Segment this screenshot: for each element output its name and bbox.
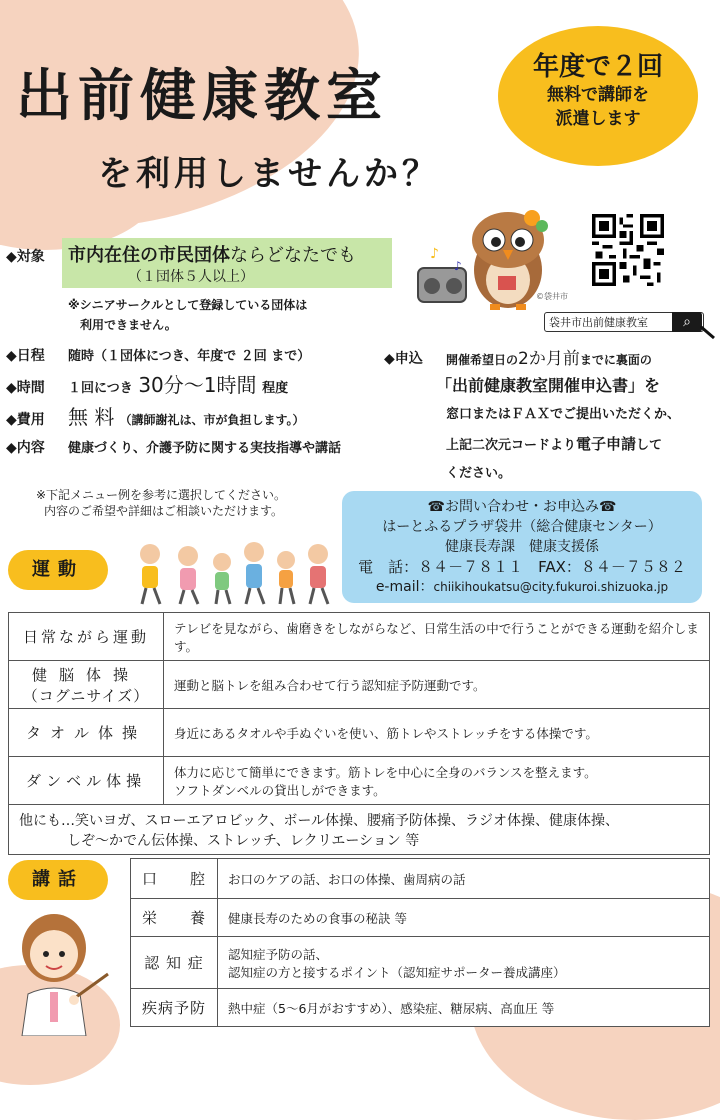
cursor-arrow-icon	[700, 326, 718, 340]
exercise-name-line1: 健脳体操	[31, 665, 140, 684]
exercise-desc: テレビを見ながら、歯磨きをしながらなど、日常生活の中で行うことができる運動を紹介します。	[164, 613, 710, 661]
exercise-name	[9, 661, 164, 709]
exercise-name-line2: （コグニサイズ）	[22, 686, 150, 705]
qr-code[interactable]	[592, 214, 664, 286]
target-note2: 利用できません。	[80, 318, 177, 332]
cost-value	[68, 401, 305, 430]
target-note1: ※シニアサークルとして登録している団体は	[68, 298, 308, 312]
lecture-name: 口 腔	[131, 859, 218, 899]
exercise-desc: 身近にあるタオルや手ぬぐいを使い、筋トレやストレッチをする体操です。	[164, 709, 710, 757]
table-row	[9, 805, 710, 855]
apply-line3: 窓口またはＦＡＸでご提出いただくか、	[446, 407, 681, 422]
lecture-name: 疾病予防	[131, 989, 218, 1027]
mascot-credit: ©袋井市	[536, 292, 568, 301]
apply-line2: 「出前健康教室開催申込書」を	[436, 376, 661, 395]
lecture-desc-line2: 認知症の方と接するポイント（認知症サポーター養成講座）	[228, 964, 566, 980]
schedule-value: 随時（１団体につき、年度で ２回 まで）	[68, 349, 311, 364]
lecture-name: 認 知 症	[131, 937, 218, 989]
contact-email-row	[342, 577, 702, 597]
badge-line3: 派遣します	[555, 109, 641, 129]
contact-phone: 電 話：８４－７８１１ FAX：８４－７５８２	[358, 558, 686, 576]
exercise-desc-line2: ソフトダンベルの貸出しができます。	[174, 782, 386, 798]
lecture-pill: 講話	[8, 860, 108, 900]
time-prefix: １回につき	[68, 381, 133, 396]
badge-line2: 無料で講師を	[547, 85, 649, 105]
exercise-name: タオル体操	[9, 709, 164, 757]
exercising-people-illustration	[130, 540, 340, 608]
cost-label: ◆費用	[6, 412, 45, 428]
apply-line1c: までに裏面の	[579, 353, 652, 367]
table-row	[9, 757, 710, 805]
lecturer-illustration	[12, 908, 112, 1036]
lecture-desc	[218, 937, 710, 989]
badge-line1: 年度で２回	[532, 52, 663, 82]
table-row	[131, 989, 710, 1027]
exercise-other	[9, 805, 710, 855]
target-sub: （１団体５人以上）	[128, 269, 254, 285]
table-row	[9, 613, 710, 661]
lecture-table	[130, 858, 710, 1027]
menu-note-line2: 内容のご希望や詳細はご相談いただけます。	[44, 504, 284, 518]
lecture-desc: 健康長寿のための食事の秘訣 等	[218, 899, 710, 937]
apply-line5: ください。	[446, 466, 512, 481]
cost-note: （講師謝礼は、市が負担します。）	[119, 413, 305, 427]
time-suffix: 程度	[262, 381, 289, 396]
apply-label: ◆申込	[384, 351, 423, 367]
target-label: ◆対象	[6, 249, 45, 265]
apply-line1a: 開催希望日の	[446, 353, 519, 367]
time-value	[68, 369, 288, 398]
apply-line4a: 上記二次元コードより	[446, 438, 577, 453]
exercise-desc	[164, 757, 710, 805]
apply-line4b: 電子申請	[576, 435, 637, 453]
target-main	[68, 241, 356, 267]
table-row	[131, 899, 710, 937]
table-row	[9, 661, 710, 709]
apply-line1b: 2か月前	[518, 349, 580, 369]
svg-text:♪: ♪	[454, 259, 462, 273]
exercise-other-line1: 他にも…笑いヨガ、スローエアロビック、ボール体操、腰痛予防体操、ラジオ体操、健康体操、	[19, 812, 620, 829]
target-main-text: 市内在住の市民団体	[68, 245, 230, 266]
lecture-name: 栄 養	[131, 899, 218, 937]
exercise-pill: 運動	[8, 550, 108, 590]
apply-line1	[446, 344, 652, 369]
search-icon[interactable]: ⌕	[672, 312, 702, 332]
time-label: ◆時間	[6, 380, 45, 396]
exercise-other-line2: しぞ～かでん伝体操、ストレッチ、レクリエーション 等	[67, 832, 420, 849]
content-value: 健康づくり、介護予防に関する実技指導や講話	[68, 441, 342, 456]
apply-line4c: して	[636, 438, 663, 453]
contact-dept: 健康長寿課 健康支援係	[445, 539, 599, 555]
lecture-desc: お口のケアの話、お口の体操、歯周病の話	[218, 859, 710, 899]
lecture-desc: 熱中症（5～6月がおすすめ）、感染症、糖尿病、高血圧 等	[218, 989, 710, 1027]
table-row	[131, 937, 710, 989]
exercise-table	[8, 612, 710, 855]
exercise-desc: 運動と脳トレを組み合わせて行う認知症予防運動です。	[164, 661, 710, 709]
contact-email-label: e-mail：	[375, 579, 434, 595]
contact-box	[342, 491, 702, 603]
svg-text:♪: ♪	[430, 246, 439, 262]
free-badge	[498, 26, 698, 166]
table-row	[9, 709, 710, 757]
contact-org: はーとふるプラザ袋井（総合健康センター）	[382, 519, 662, 535]
menu-note-line1: ※下記メニュー例を参考に選択してください。	[36, 488, 287, 502]
cost-big: 無 料	[68, 405, 115, 429]
contact-email[interactable]: chiikihoukatsu@city.fukuroi.shizuoka.jp	[433, 580, 669, 594]
exercise-desc-line1: 体力に応じて簡単にできます。筋トレを中心に全身のバランスを整えます。	[174, 764, 597, 780]
target-tail: ならどなたでも	[230, 245, 356, 266]
contact-heading: ☎お問い合わせ・お申込み☎	[427, 499, 617, 515]
page-subtitle: を利用しませんか？	[98, 154, 440, 194]
table-row	[131, 859, 710, 899]
exercise-name: ダンベル体操	[9, 757, 164, 805]
search-box[interactable]: 袋井市出前健康教室	[544, 312, 704, 332]
lecture-desc-line1: 認知症予防の話、	[228, 946, 329, 962]
schedule-label: ◆日程	[6, 348, 45, 364]
page-title: 出前健康教室	[16, 64, 388, 129]
apply-line4	[446, 433, 662, 454]
time-big: 30分～1時間	[138, 373, 257, 397]
exercise-name: 日常ながら運動	[9, 613, 164, 661]
content-label: ◆内容	[6, 440, 45, 456]
